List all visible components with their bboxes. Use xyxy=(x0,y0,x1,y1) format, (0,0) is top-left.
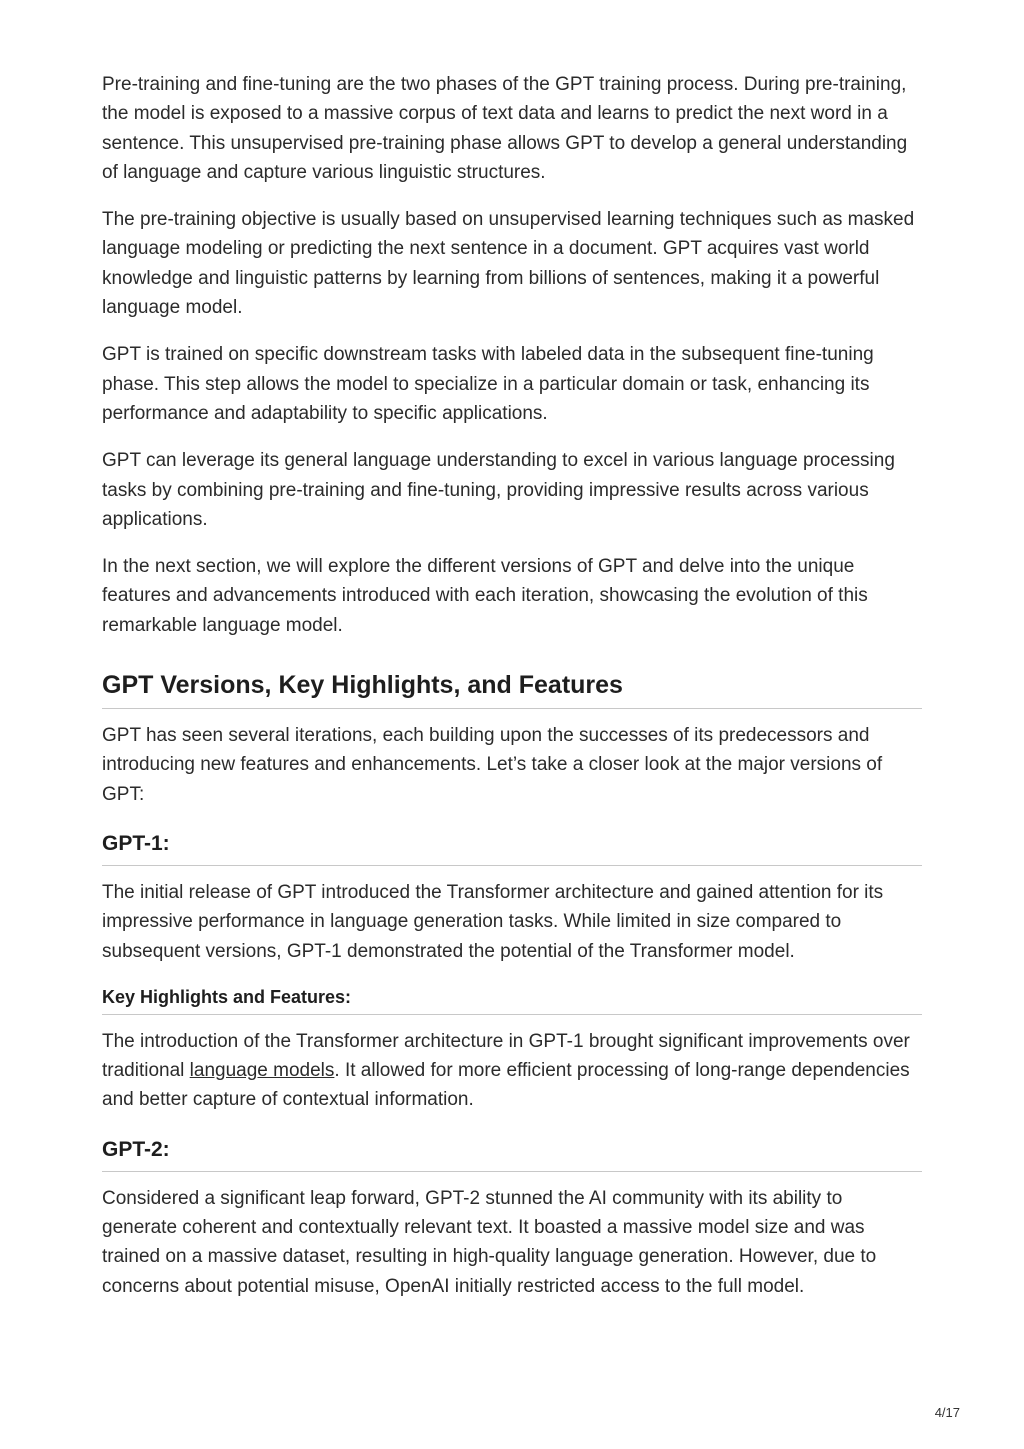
section-intro-paragraph: GPT has seen several iterations, each building upon the successes of its predecessors and introducing new features and enhancements. Let’s take a closer look at the major versions of GPT: xyxy=(102,725,883,805)
heading-gpt-2: GPT-2: xyxy=(102,1137,922,1172)
highlights-text-after-link: . It allowed for more efficient processing of long-range dependencies and better capture of contextual information. xyxy=(102,1060,910,1111)
paragraph-next-section: In the next section, we will explore the different versions of GPT and delve into the unique features and advancements introduced with each iteration, showcasing the evolution of this remarkable language model. xyxy=(102,556,868,636)
article-content xyxy=(102,70,922,1319)
paragraph-key-highlights xyxy=(102,1027,922,1115)
paragraph-pretraining-finetuning: Pre-training and fine-tuning are the two phases of the GPT training process. During pre-training, the model is exposed to a massive corpus of text data and learns to predict the next word in a sentence. This unsupervised pre-training phase allows GPT to develop a general understanding of language and capture various linguistic structures. xyxy=(102,74,908,183)
language-models-link[interactable]: language models xyxy=(189,1060,335,1082)
highlights-text-before-link: The introduction of the Transformer architecture in GPT-1 brought significant improvements over traditional xyxy=(102,1030,910,1082)
paragraph-combined-benefits: GPT can leverage its general language understanding to excel in various language processing tasks by combining pre-training and fine-tuning, providing impressive results across various applications. xyxy=(102,450,895,530)
paragraph-finetuning-phase: GPT is trained on specific downstream tasks with labeled data in the subsequent fine-tuning phase. This step allows the model to specialize in a particular domain or task, enhancing its performance and adaptability to specific applications. xyxy=(102,344,874,424)
heading-gpt-1: GPT-1: xyxy=(102,831,922,866)
page-number: 4/17 xyxy=(934,1405,960,1420)
paragraph-gpt-1: The initial release of GPT introduced the Transformer architecture and gained attention for its impressive performance in language generation tasks. While limited in size compared to subsequent versions, GPT-1 demonstrated the potential of the Transformer model. xyxy=(102,881,884,962)
heading-key-highlights: Key Highlights and Features: xyxy=(102,986,922,1015)
paragraph-pretraining-objective: The pre-training objective is usually based on unsupervised learning techniques such as masked language modeling or predicting the next sentence in a document. GPT acquires vast world knowledge and linguistic patterns by learning from billions of sentences, making it a powerful language model. xyxy=(102,209,915,319)
section-heading-gpt-versions: GPT Versions, Key Highlights, and Features xyxy=(102,670,922,709)
paragraph-gpt-2: Considered a significant leap forward, GPT-2 stunned the AI community with its ability to generate coherent and contextually relevant text. It boasted a massive model size and was trained on a massive dataset, resulting in high-quality language generation. However, due to concerns about potential misuse, OpenAI initially restricted access to the full model. xyxy=(102,1187,877,1297)
